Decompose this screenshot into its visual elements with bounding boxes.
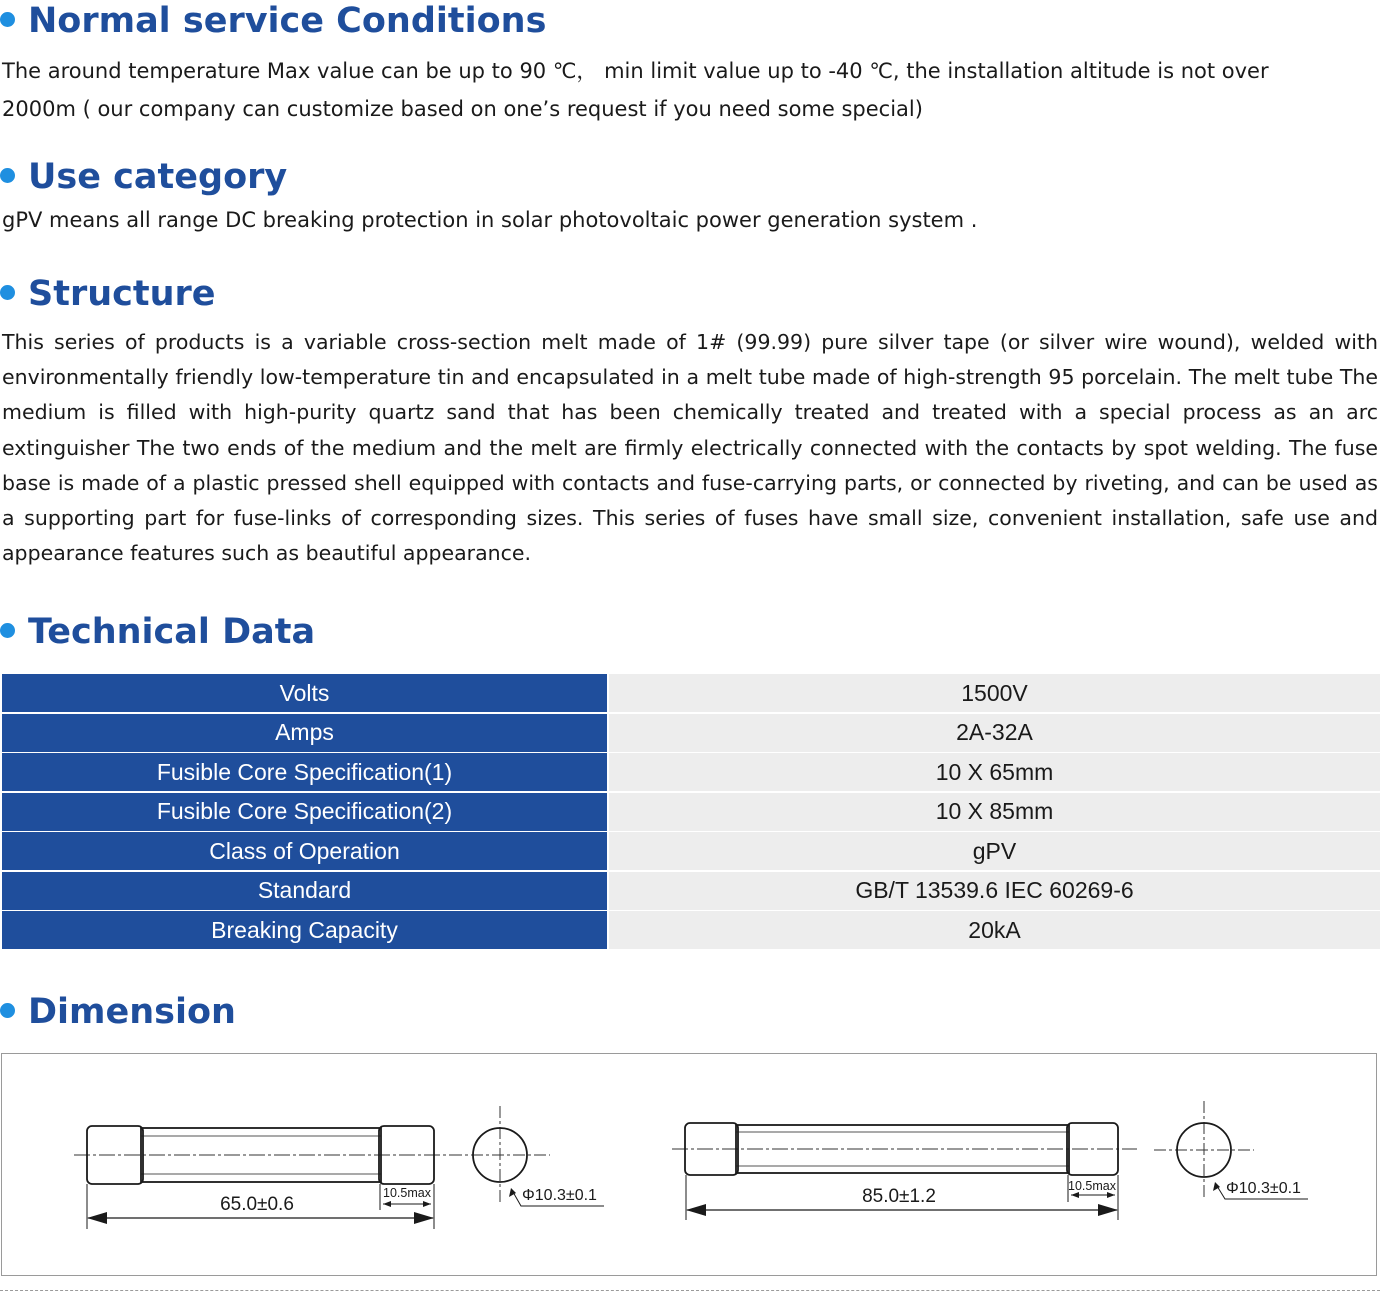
use-category-text: gPV means all range DC breaking protection in solar photovoltaic power generation system .: [2, 208, 978, 232]
table-row: [2, 872, 1380, 910]
table-label-cell: Fusible Core Specification(2): [2, 793, 607, 831]
bullet-icon: [0, 285, 15, 300]
fuse-85mm-drawing: [672, 1101, 1308, 1220]
table-row: [2, 674, 1380, 712]
section-title-normal-service: Normal service Conditions: [0, 4, 546, 39]
section-title-dimension: Dimension: [0, 995, 236, 1030]
section-title-technical-data: Technical Data: [0, 615, 315, 650]
table-label-cell: Breaking Capacity: [2, 911, 607, 949]
bullet-icon: [0, 168, 15, 183]
table-value-cell: 2A-32A: [609, 714, 1380, 752]
table-value-cell: gPV: [609, 832, 1380, 870]
fuse1-cap-label: 10.5max: [383, 1186, 431, 1200]
table-value-cell: 10 X 65mm: [609, 753, 1380, 791]
fuse2-diameter-label: Φ10.3±0.1: [1226, 1180, 1301, 1197]
section-title-use-category: Use category: [0, 160, 287, 195]
table-row: [2, 714, 1380, 752]
bottom-divider: [0, 1290, 1380, 1291]
fuse1-diameter-label: Φ10.3±0.1: [522, 1187, 597, 1204]
normal-service-text: The around temperature Max value can be up to 90 ℃， min limit value up to -40 ℃, the installation altitude is not over 2000m ( our company can customize based on one’s request if you need some special): [2, 59, 1269, 121]
table-label-cell: Class of Operation: [2, 832, 607, 870]
table-label-cell: Fusible Core Specification(1): [2, 753, 607, 791]
dimension-drawing: [2, 1054, 1375, 1274]
table-row: [2, 753, 1380, 791]
table-value-cell: 10 X 85mm: [609, 793, 1380, 831]
table-row: [2, 793, 1380, 831]
table-value-cell: 20kA: [609, 911, 1380, 949]
fuse1-length-label: 65.0±0.6: [220, 1194, 294, 1215]
technical-data-table: [2, 674, 1380, 951]
structure-text: This series of products is a variable cross-section melt made of 1# (99.99) pure silver tape (or silver wire wound), welded with environmentally friendly low-temperature tin and encapsulated in a melt tube made of high-strength 95 porcelain. The melt tube The medium is filled with high-purity quartz sand that has been chemically treated and treated with a special process as an arc extinguisher The two ends of the medium and the melt are firmly electrically connected with the contacts by spot welding. The fuse base is made of a plastic pressed shell equipped with contacts and fuse-carrying parts, or connected by riveting, and can be used as a supporting part for fuse-links of corresponding sizes. This series of fuses have small size, convenient installation, safe use and appearance features such as beautiful appearance.: [2, 330, 1378, 566]
fuse-65mm-drawing: [74, 1106, 604, 1229]
table-label-cell: Standard: [2, 872, 607, 910]
bullet-icon: [0, 623, 15, 638]
dimension-drawing-box: [1, 1053, 1377, 1276]
table-label-cell: Volts: [2, 674, 607, 712]
fuse2-cap-label: 10.5max: [1068, 1179, 1116, 1193]
fuse2-length-label: 85.0±1.2: [862, 1186, 936, 1207]
bullet-icon: [0, 12, 15, 27]
section-title-structure: Structure: [0, 277, 216, 312]
bullet-icon: [0, 1003, 15, 1018]
table-value-cell: GB/T 13539.6 IEC 60269-6: [609, 872, 1380, 910]
table-row: [2, 911, 1380, 949]
table-label-cell: Amps: [2, 714, 607, 752]
table-value-cell: 1500V: [609, 674, 1380, 712]
table-row: [2, 832, 1380, 870]
